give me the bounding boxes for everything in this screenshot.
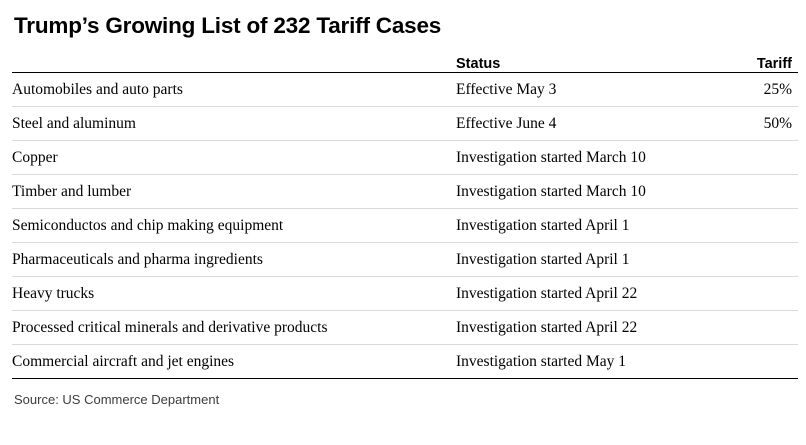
cell-tariff [718,243,798,277]
cell-tariff [718,175,798,209]
cell-item: Heavy trucks [12,277,456,311]
cell-tariff [718,209,798,243]
table-row [12,277,798,311]
column-header-tariff: Tariff [718,56,798,73]
column-header-item [12,56,456,73]
cell-status: Investigation started April 22 [456,277,718,311]
cell-tariff [718,345,798,379]
cell-item: Timber and lumber [12,175,456,209]
table-row [12,209,798,243]
cell-status: Investigation started March 10 [456,141,718,175]
cell-item: Automobiles and auto parts [12,73,456,107]
cell-status: Investigation started April 1 [456,209,718,243]
table-row [12,107,798,141]
table-row [12,345,798,379]
page-title: Trump’s Growing List of 232 Tariff Cases [14,13,442,38]
cell-status: Investigation started March 10 [456,175,718,209]
table-header-row [12,56,798,73]
cell-status: Effective June 4 [456,107,718,141]
cell-item: Semiconductos and chip making equipment [12,209,456,243]
cell-item: Pharmaceuticals and pharma ingredients [12,243,456,277]
cell-tariff: 25% [718,73,798,107]
table-row [12,73,798,107]
cell-item: Copper [12,141,456,175]
cell-tariff [718,311,798,345]
table-header [12,56,798,73]
cell-tariff [718,277,798,311]
table-row [12,311,798,345]
cell-item: Steel and aluminum [12,107,456,141]
cell-status: Effective May 3 [456,73,718,107]
table-row [12,141,798,175]
table-body [12,73,798,379]
tariff-table [12,56,798,379]
cell-item: Commercial aircraft and jet engines [12,345,456,379]
cell-status: Investigation started May 1 [456,345,718,379]
table-row [12,243,798,277]
table-row [12,175,798,209]
cell-tariff: 50% [718,107,798,141]
source-note: Source: US Commerce Department [14,392,220,408]
cell-status: Investigation started April 1 [456,243,718,277]
cell-item: Processed critical minerals and derivative products [12,311,456,345]
column-header-status: Status [456,56,718,73]
cell-status: Investigation started April 22 [456,311,718,345]
cell-tariff [718,141,798,175]
